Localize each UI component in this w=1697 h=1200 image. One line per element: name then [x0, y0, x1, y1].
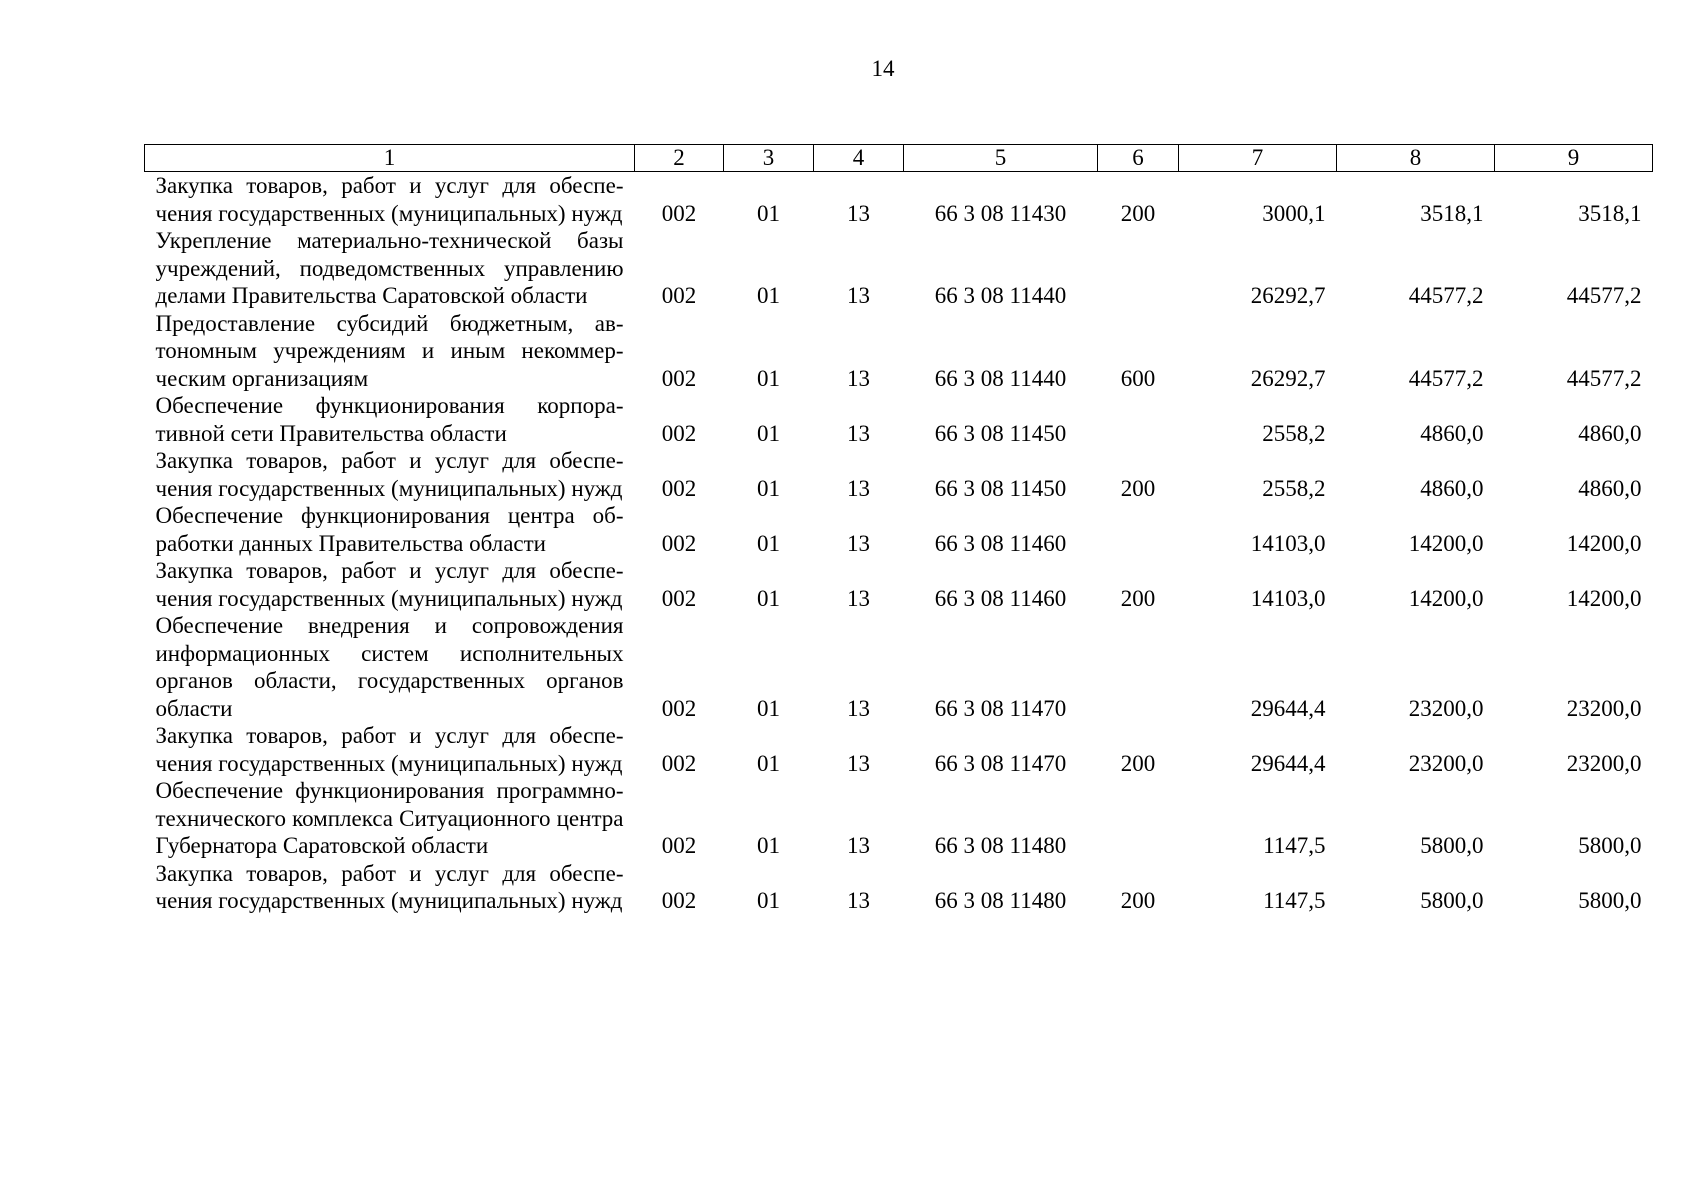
row-amount-col-9: 14200,0: [1566, 530, 1642, 556]
row-col-2: 002: [661, 530, 697, 556]
row-description: Укрепление материально-технической базы учреждений, подведомственных управлению делами Правительства Саратовской области: [155, 228, 624, 308]
column-header-2: 2: [635, 145, 724, 172]
row-col-3: 01: [757, 475, 780, 501]
row-col-2: 002: [661, 888, 697, 913]
row-description: Закупка товаров, работ и услуг для обеспечения государственных (муниципальных) нужд: [155, 723, 624, 776]
row-amount-col-9: 44577,2: [1566, 365, 1642, 391]
row-amount-col-7: 2558,2: [1262, 475, 1326, 501]
row-amount-col-7: 26292,7: [1250, 365, 1326, 391]
row-target-article: 66 3 08 11450: [934, 420, 1067, 446]
row-description: Предоставление субсидий бюджетным, автономным учреждениям и иным некоммерческим организациям: [155, 310, 624, 391]
row-amount-col-9: 5800,0: [1578, 833, 1642, 858]
table-row: [145, 310, 1653, 393]
row-col-4: 13: [847, 695, 870, 721]
row-col-2: 002: [661, 365, 697, 391]
row-amount-col-7: 3000,1: [1262, 200, 1326, 226]
page-number: 14: [871, 56, 895, 81]
row-target-article: 66 3 08 11450: [934, 475, 1067, 501]
row-col-2: 002: [661, 833, 697, 858]
row-amount-col-8: 44577,2: [1408, 365, 1484, 391]
row-col-3: 01: [757, 283, 780, 308]
table-row: [145, 722, 1653, 777]
row-col-3: 01: [757, 530, 780, 556]
row-amount-col-8: 14200,0: [1408, 530, 1484, 556]
column-header-9: 9: [1495, 145, 1653, 172]
row-amount-col-8: 23200,0: [1408, 750, 1484, 776]
row-col-2: 002: [661, 420, 697, 446]
row-description: Обеспечение функционирования корпоративной сети Правительства области: [155, 393, 624, 446]
table-body: [145, 172, 1653, 915]
table-row: [145, 172, 1653, 228]
row-target-article: 66 3 08 11460: [934, 585, 1067, 611]
row-description: Закупка товаров, работ и услуг для обеспечения государственных (муниципальных) нужд: [155, 173, 624, 226]
column-header-5: 5: [904, 145, 1098, 172]
header-row: [145, 145, 1653, 172]
table-row: [145, 502, 1653, 557]
row-amount-col-9: 23200,0: [1566, 750, 1642, 776]
row-amount-col-7: 1147,5: [1263, 833, 1326, 858]
row-amount-col-7: 29644,4: [1250, 695, 1326, 721]
table-header: [145, 145, 1653, 172]
row-col-3: 01: [757, 695, 780, 721]
row-target-article: 66 3 08 11480: [934, 888, 1067, 913]
row-description: Обеспечение функционирования программно-технического комплекса Ситуационного центра Губернатора Саратовской области: [155, 778, 624, 858]
row-amount-col-9: 3518,1: [1578, 200, 1642, 226]
row-amount-col-9: 4860,0: [1578, 420, 1642, 446]
row-col-4: 13: [847, 283, 870, 308]
table-row: [145, 557, 1653, 612]
row-target-article: 66 3 08 11470: [934, 750, 1067, 776]
row-description: Обеспечение внедрения и сопровождения информационных систем исполнительных органов области, государственных органов области: [155, 613, 624, 721]
row-target-article: 66 3 08 11480: [934, 833, 1067, 858]
row-target-article: 66 3 08 11440: [934, 283, 1067, 308]
table-row: [145, 777, 1653, 860]
table-row: [145, 392, 1653, 447]
row-amount-col-7: 14103,0: [1250, 585, 1326, 611]
row-col-4: 13: [847, 750, 870, 776]
row-expense-type: [1098, 502, 1179, 557]
row-col-3: 01: [757, 888, 780, 913]
row-amount-col-9: 23200,0: [1566, 695, 1642, 721]
row-amount-col-7: 29644,4: [1250, 750, 1326, 776]
column-header-3: 3: [724, 145, 814, 172]
row-col-4: 13: [847, 200, 870, 226]
row-col-2: 002: [661, 585, 697, 611]
row-col-4: 13: [847, 585, 870, 611]
column-header-1: 1: [145, 145, 635, 172]
row-expense-type: [1098, 612, 1179, 722]
row-amount-col-9: 44577,2: [1566, 283, 1642, 308]
row-expense-type: 200: [1120, 475, 1156, 501]
row-amount-col-7: 2558,2: [1262, 420, 1326, 446]
row-col-2: 002: [661, 695, 697, 721]
row-expense-type: 200: [1120, 750, 1156, 776]
row-description: Закупка товаров, работ и услуг для обеспечения государственных (муниципальных) нужд: [155, 860, 624, 913]
row-description: Закупка товаров, работ и услуг для обеспечения государственных (муниципальных) нужд: [155, 448, 624, 501]
row-col-3: 01: [757, 420, 780, 446]
row-amount-col-7: 1147,5: [1263, 888, 1326, 913]
row-amount-col-8: 23200,0: [1408, 695, 1484, 721]
row-amount-col-9: 14200,0: [1566, 585, 1642, 611]
row-col-4: 13: [847, 530, 870, 556]
row-expense-type: 200: [1120, 888, 1156, 913]
row-description: Закупка товаров, работ и услуг для обеспечения государственных (муниципальных) нужд: [155, 558, 624, 611]
row-amount-col-8: 14200,0: [1408, 585, 1484, 611]
column-header-7: 7: [1179, 145, 1337, 172]
table-row: [145, 612, 1653, 722]
row-expense-type: [1098, 777, 1179, 860]
row-col-3: 01: [757, 833, 780, 858]
row-col-2: 002: [661, 750, 697, 776]
row-col-4: 13: [847, 475, 870, 501]
column-header-4: 4: [814, 145, 904, 172]
column-header-6: 6: [1098, 145, 1179, 172]
row-amount-col-9: 5800,0: [1578, 888, 1642, 913]
row-target-article: 66 3 08 11430: [934, 200, 1067, 226]
row-expense-type: [1098, 227, 1179, 310]
table-row: [145, 227, 1653, 310]
row-expense-type: 200: [1120, 200, 1156, 226]
row-description: Обеспечение функционирования центра обработки данных Правительства области: [155, 503, 624, 556]
row-col-4: 13: [847, 833, 870, 858]
table-row: [145, 860, 1653, 915]
row-target-article: 66 3 08 11440: [934, 365, 1067, 391]
row-target-article: 66 3 08 11470: [934, 695, 1067, 721]
row-col-4: 13: [847, 888, 870, 913]
row-target-article: 66 3 08 11460: [934, 530, 1067, 556]
row-amount-col-8: 44577,2: [1408, 283, 1484, 308]
row-col-3: 01: [757, 200, 780, 226]
row-col-2: 002: [661, 283, 697, 308]
row-amount-col-7: 14103,0: [1250, 530, 1326, 556]
row-expense-type: [1098, 392, 1179, 447]
row-expense-type: 600: [1120, 365, 1156, 391]
budget-table: [144, 144, 1653, 915]
row-col-3: 01: [757, 750, 780, 776]
column-header-8: 8: [1337, 145, 1495, 172]
row-col-3: 01: [757, 585, 780, 611]
row-col-4: 13: [847, 420, 870, 446]
row-col-2: 002: [661, 200, 697, 226]
table-row: [145, 447, 1653, 502]
row-col-2: 002: [661, 475, 697, 501]
row-amount-col-9: 4860,0: [1578, 475, 1642, 501]
row-amount-col-8: 5800,0: [1420, 833, 1484, 858]
row-amount-col-8: 3518,1: [1420, 200, 1484, 226]
row-amount-col-7: 26292,7: [1250, 283, 1326, 308]
row-amount-col-8: 5800,0: [1420, 888, 1484, 913]
row-amount-col-8: 4860,0: [1420, 420, 1484, 446]
row-col-4: 13: [847, 365, 870, 391]
row-amount-col-8: 4860,0: [1420, 475, 1484, 501]
row-expense-type: 200: [1120, 585, 1156, 611]
row-col-3: 01: [757, 365, 780, 391]
